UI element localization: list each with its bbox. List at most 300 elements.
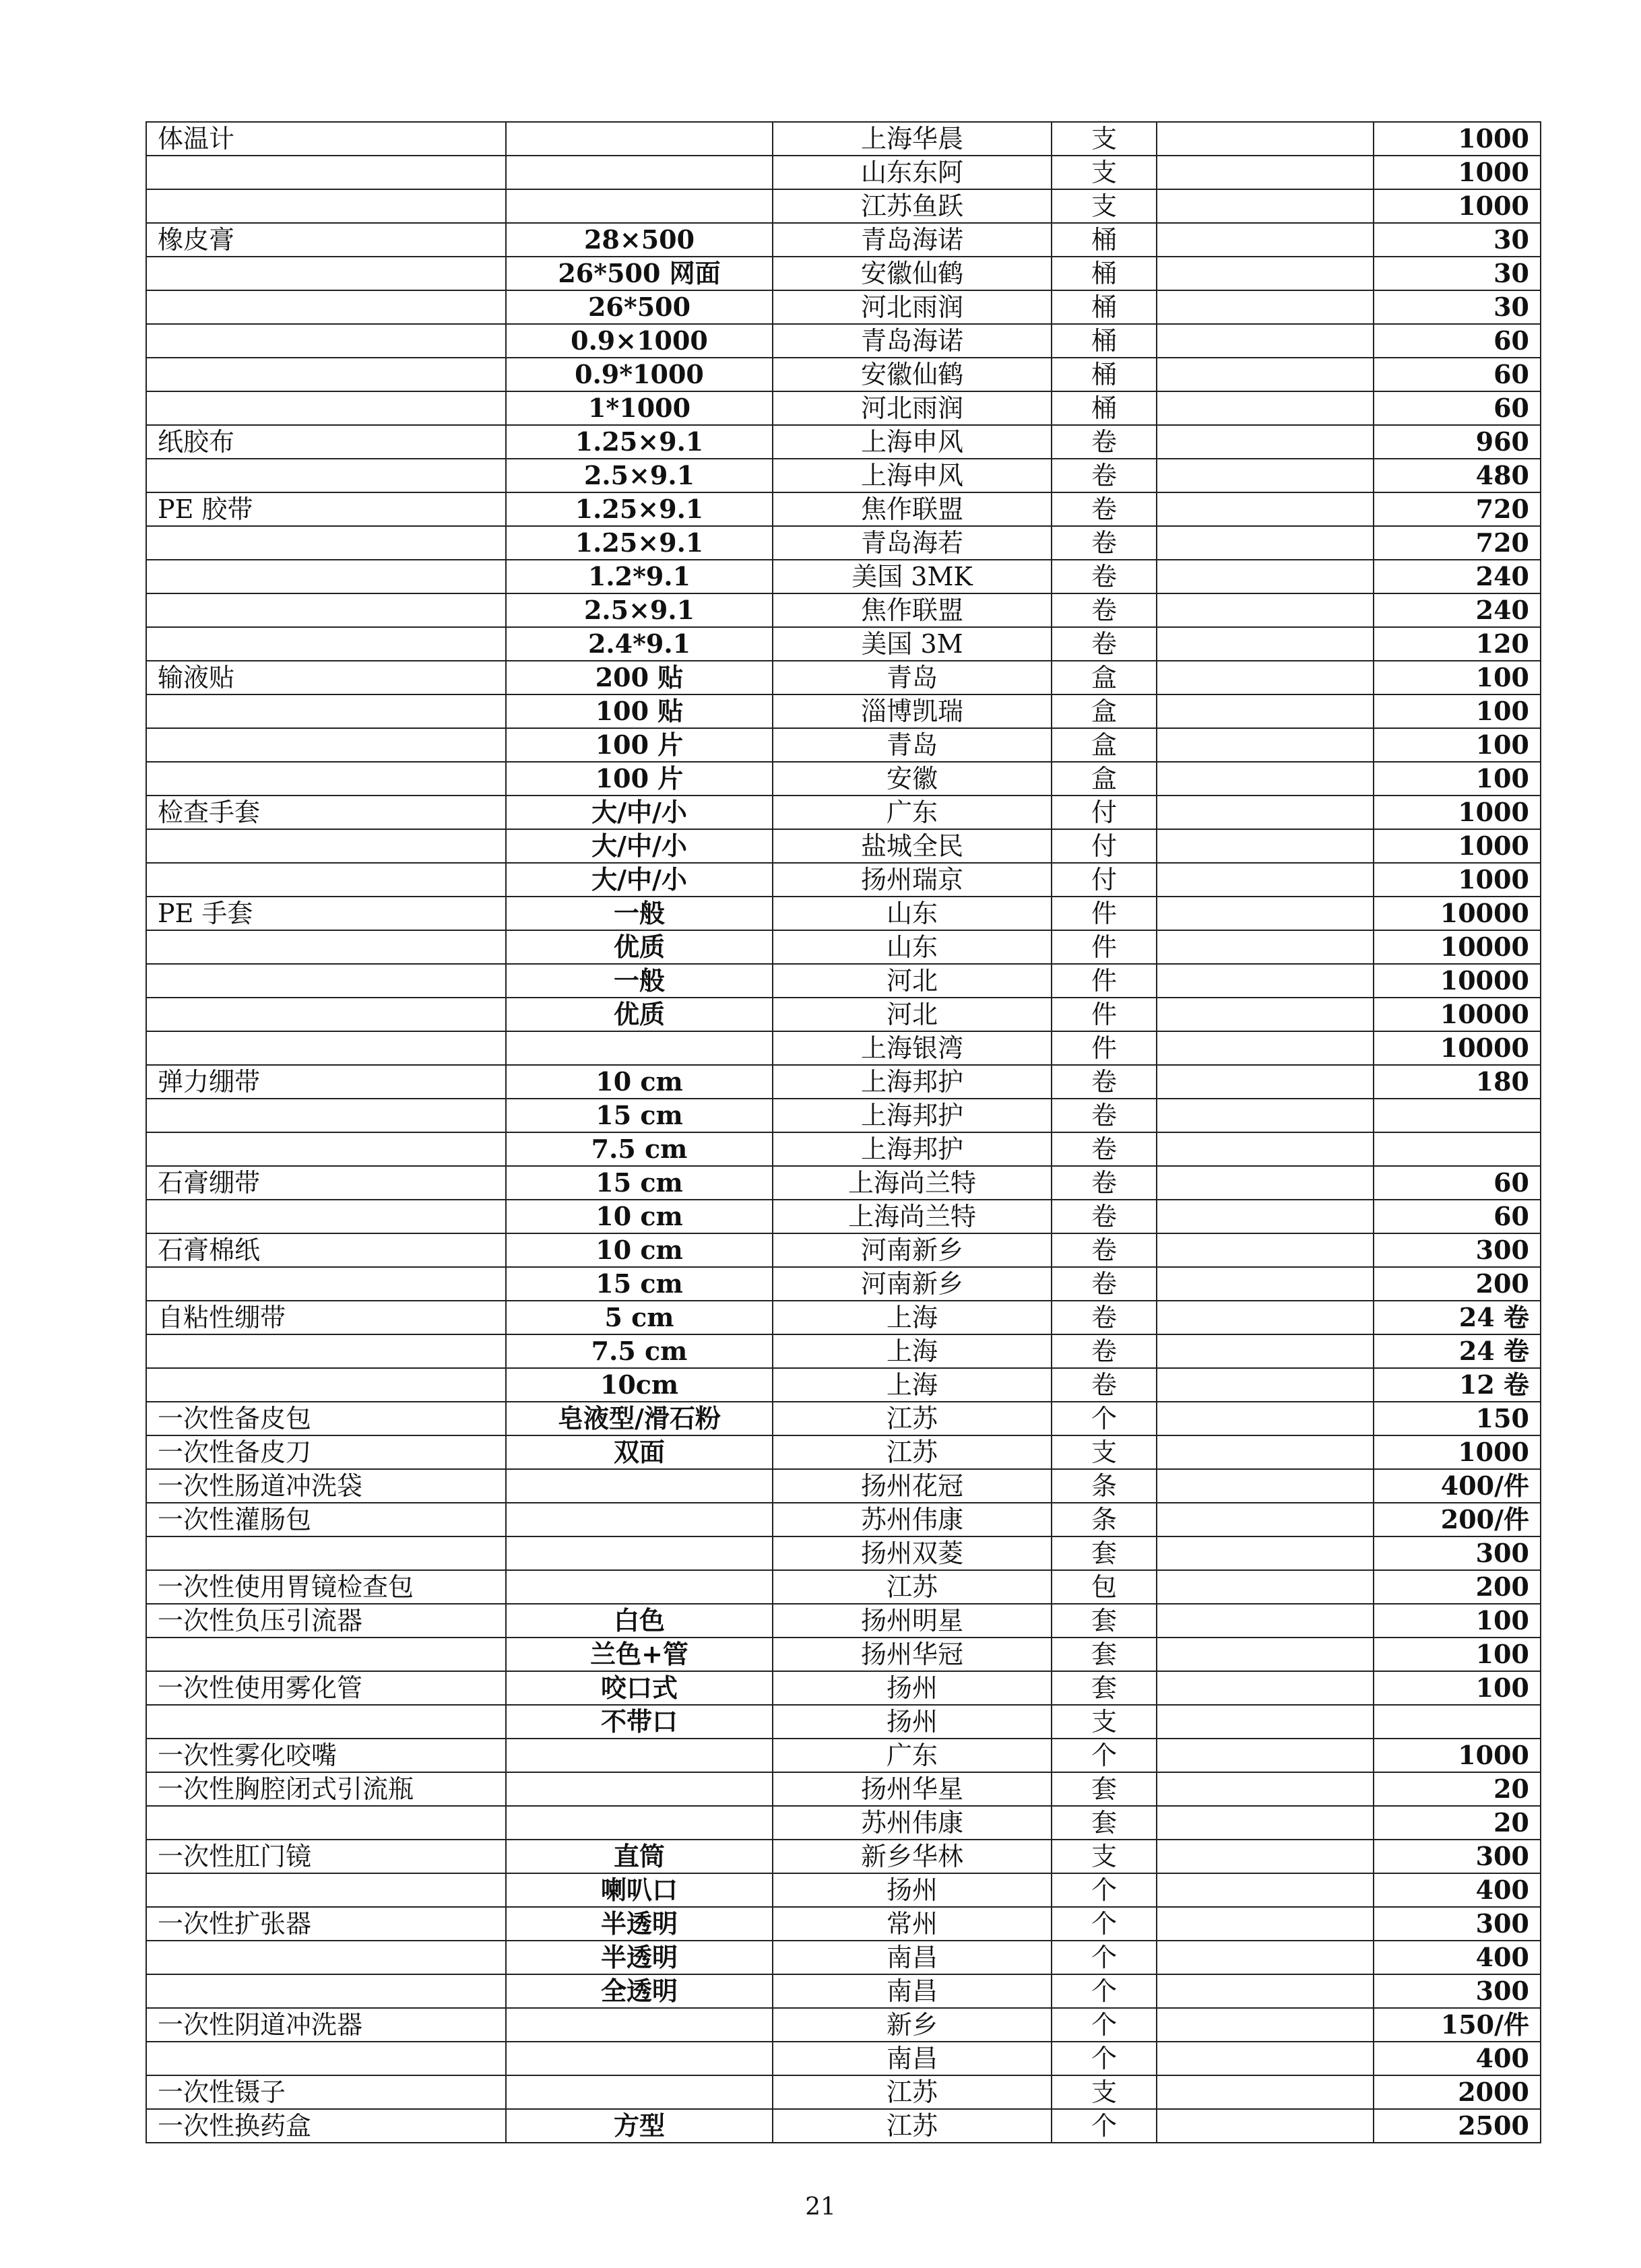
spec-cell	[506, 1503, 773, 1536]
product-name-cell	[146, 2042, 506, 2075]
table-row	[146, 1368, 1541, 1402]
table-row	[146, 1233, 1541, 1267]
blank-cell	[1157, 1132, 1374, 1166]
blank-cell	[1157, 1974, 1374, 2008]
unit-cell: 卷	[1052, 1200, 1157, 1233]
blank-cell	[1157, 391, 1374, 425]
manufacturer-cell: 扬州瑞京	[773, 863, 1052, 897]
quantity-cell: 30	[1374, 257, 1541, 290]
spec-cell: 1.25×9.1	[506, 492, 773, 526]
spec-cell: 优质	[506, 930, 773, 964]
unit-cell: 个	[1052, 1402, 1157, 1435]
manufacturer-cell: 山东东阿	[773, 156, 1052, 189]
table-row	[146, 1974, 1541, 2008]
table-row	[146, 863, 1541, 897]
unit-cell: 套	[1052, 1806, 1157, 1840]
blank-cell	[1157, 728, 1374, 762]
manufacturer-cell: 扬州明星	[773, 1604, 1052, 1638]
spec-cell	[506, 1031, 773, 1065]
manufacturer-cell: 扬州华星	[773, 1772, 1052, 1806]
blank-cell	[1157, 459, 1374, 492]
spec-cell: 200 贴	[506, 661, 773, 694]
quantity-cell: 200	[1374, 1570, 1541, 1604]
unit-cell: 个	[1052, 1907, 1157, 1941]
product-table	[146, 121, 1541, 2143]
product-name-cell: 一次性镊子	[146, 2075, 506, 2109]
blank-cell	[1157, 1469, 1374, 1503]
product-name-cell	[146, 156, 506, 189]
product-name-cell: 石膏绷带	[146, 1166, 506, 1200]
blank-cell	[1157, 1941, 1374, 1974]
manufacturer-cell: 安徽仙鹤	[773, 257, 1052, 290]
quantity-cell: 30	[1374, 223, 1541, 257]
blank-cell	[1157, 2075, 1374, 2109]
product-name-cell	[146, 391, 506, 425]
spec-cell: 咬口式	[506, 1671, 773, 1705]
manufacturer-cell: 河北雨润	[773, 290, 1052, 324]
product-name-cell	[146, 526, 506, 560]
manufacturer-cell: 扬州	[773, 1873, 1052, 1907]
product-name-cell	[146, 324, 506, 358]
quantity-cell: 1000	[1374, 156, 1541, 189]
quantity-cell	[1374, 1099, 1541, 1132]
unit-cell: 支	[1052, 122, 1157, 156]
spec-cell: 一般	[506, 897, 773, 930]
unit-cell: 卷	[1052, 560, 1157, 593]
blank-cell	[1157, 492, 1374, 526]
table-row	[146, 661, 1541, 694]
spec-cell: 100 片	[506, 762, 773, 796]
table-row	[146, 1334, 1541, 1368]
unit-cell: 卷	[1052, 526, 1157, 560]
product-name-cell	[146, 1200, 506, 1233]
blank-cell	[1157, 1604, 1374, 1638]
manufacturer-cell: 上海申风	[773, 425, 1052, 459]
spec-cell: 1.25×9.1	[506, 526, 773, 560]
unit-cell: 件	[1052, 897, 1157, 930]
table-row	[146, 2075, 1541, 2109]
table-row	[146, 1435, 1541, 1469]
table-row	[146, 391, 1541, 425]
blank-cell	[1157, 1772, 1374, 1806]
spec-cell: 大/中/小	[506, 796, 773, 829]
unit-cell: 件	[1052, 964, 1157, 998]
quantity-cell: 100	[1374, 762, 1541, 796]
table-row	[146, 290, 1541, 324]
manufacturer-cell: 青岛海诺	[773, 324, 1052, 358]
blank-cell	[1157, 1739, 1374, 1772]
table-row	[146, 1099, 1541, 1132]
manufacturer-cell: 南昌	[773, 1941, 1052, 1974]
quantity-cell	[1374, 1705, 1541, 1739]
unit-cell: 条	[1052, 1503, 1157, 1536]
blank-cell	[1157, 1536, 1374, 1570]
product-name-cell	[146, 998, 506, 1031]
quantity-cell: 300	[1374, 1840, 1541, 1873]
blank-cell	[1157, 829, 1374, 863]
manufacturer-cell: 苏州伟康	[773, 1503, 1052, 1536]
quantity-cell: 100	[1374, 1671, 1541, 1705]
manufacturer-cell: 江苏	[773, 1435, 1052, 1469]
product-name-cell: 一次性使用胃镜检查包	[146, 1570, 506, 1604]
quantity-cell: 10000	[1374, 897, 1541, 930]
table-row	[146, 829, 1541, 863]
table-row	[146, 593, 1541, 627]
table-row	[146, 897, 1541, 930]
manufacturer-cell: 美国 3MK	[773, 560, 1052, 593]
blank-cell	[1157, 156, 1374, 189]
quantity-cell: 400	[1374, 1873, 1541, 1907]
blank-cell	[1157, 257, 1374, 290]
product-name-cell	[146, 829, 506, 863]
blank-cell	[1157, 189, 1374, 223]
spec-cell	[506, 156, 773, 189]
unit-cell: 桶	[1052, 223, 1157, 257]
spec-cell	[506, 2008, 773, 2042]
unit-cell: 桶	[1052, 391, 1157, 425]
product-name-cell	[146, 290, 506, 324]
table-row	[146, 1739, 1541, 1772]
blank-cell	[1157, 1638, 1374, 1671]
manufacturer-cell: 广东	[773, 796, 1052, 829]
manufacturer-cell: 新乡	[773, 2008, 1052, 2042]
table-row	[146, 1570, 1541, 1604]
spec-cell: 15 cm	[506, 1099, 773, 1132]
table-row	[146, 122, 1541, 156]
blank-cell	[1157, 425, 1374, 459]
product-name-cell	[146, 189, 506, 223]
manufacturer-cell: 河南新乡	[773, 1233, 1052, 1267]
product-name-cell: 自粘性绷带	[146, 1301, 506, 1334]
blank-cell	[1157, 1368, 1374, 1402]
product-name-cell: 一次性使用雾化管	[146, 1671, 506, 1705]
spec-cell: 0.9×1000	[506, 324, 773, 358]
manufacturer-cell: 扬州	[773, 1671, 1052, 1705]
product-name-cell	[146, 1974, 506, 2008]
product-name-cell	[146, 728, 506, 762]
product-name-cell: 橡皮膏	[146, 223, 506, 257]
quantity-cell: 60	[1374, 324, 1541, 358]
blank-cell	[1157, 1099, 1374, 1132]
table-row	[146, 257, 1541, 290]
product-name-cell: 一次性扩张器	[146, 1907, 506, 1941]
table-row	[146, 1941, 1541, 1974]
blank-cell	[1157, 1200, 1374, 1233]
product-name-cell	[146, 1873, 506, 1907]
spec-cell: 1.25×9.1	[506, 425, 773, 459]
spec-cell	[506, 122, 773, 156]
manufacturer-cell: 上海尚兰特	[773, 1166, 1052, 1200]
quantity-cell: 10000	[1374, 964, 1541, 998]
quantity-cell: 24 卷	[1374, 1301, 1541, 1334]
quantity-cell: 180	[1374, 1065, 1541, 1099]
manufacturer-cell: 苏州伟康	[773, 1806, 1052, 1840]
quantity-cell: 100	[1374, 1638, 1541, 1671]
unit-cell: 卷	[1052, 459, 1157, 492]
spec-cell: 直筒	[506, 1840, 773, 1873]
spec-cell: 7.5 cm	[506, 1334, 773, 1368]
spec-cell: 不带口	[506, 1705, 773, 1739]
unit-cell: 卷	[1052, 627, 1157, 661]
table-row	[146, 930, 1541, 964]
product-name-cell: 石膏棉纸	[146, 1233, 506, 1267]
manufacturer-cell: 淄博凯瑞	[773, 694, 1052, 728]
table-row	[146, 1267, 1541, 1301]
quantity-cell: 400	[1374, 1941, 1541, 1974]
quantity-cell: 400	[1374, 2042, 1541, 2075]
spec-cell	[506, 189, 773, 223]
product-name-cell: PE 手套	[146, 897, 506, 930]
spec-cell: 1.2*9.1	[506, 560, 773, 593]
product-name-cell	[146, 1368, 506, 1402]
spec-cell: 10cm	[506, 1368, 773, 1402]
blank-cell	[1157, 1671, 1374, 1705]
blank-cell	[1157, 1705, 1374, 1739]
unit-cell: 个	[1052, 1739, 1157, 1772]
product-name-cell: PE 胶带	[146, 492, 506, 526]
unit-cell: 支	[1052, 1705, 1157, 1739]
quantity-cell: 60	[1374, 1166, 1541, 1200]
quantity-cell: 60	[1374, 391, 1541, 425]
quantity-cell: 240	[1374, 593, 1541, 627]
manufacturer-cell: 广东	[773, 1739, 1052, 1772]
manufacturer-cell: 扬州	[773, 1705, 1052, 1739]
product-name-cell	[146, 257, 506, 290]
quantity-cell: 150	[1374, 1402, 1541, 1435]
unit-cell: 卷	[1052, 1166, 1157, 1200]
product-name-cell: 体温计	[146, 122, 506, 156]
quantity-cell: 400/件	[1374, 1469, 1541, 1503]
spec-cell: 10 cm	[506, 1233, 773, 1267]
unit-cell: 付	[1052, 863, 1157, 897]
manufacturer-cell: 上海邦护	[773, 1099, 1052, 1132]
table-row	[146, 762, 1541, 796]
unit-cell: 卷	[1052, 1334, 1157, 1368]
blank-cell	[1157, 796, 1374, 829]
product-name-cell	[146, 694, 506, 728]
manufacturer-cell: 河南新乡	[773, 1267, 1052, 1301]
table-row	[146, 1503, 1541, 1536]
spec-cell: 15 cm	[506, 1267, 773, 1301]
unit-cell: 条	[1052, 1469, 1157, 1503]
unit-cell: 卷	[1052, 492, 1157, 526]
product-name-cell: 纸胶布	[146, 425, 506, 459]
unit-cell: 套	[1052, 1604, 1157, 1638]
blank-cell	[1157, 930, 1374, 964]
blank-cell	[1157, 526, 1374, 560]
blank-cell	[1157, 1435, 1374, 1469]
unit-cell: 桶	[1052, 358, 1157, 391]
product-name-cell: 一次性阴道冲洗器	[146, 2008, 506, 2042]
table-row	[146, 358, 1541, 391]
manufacturer-cell: 扬州花冠	[773, 1469, 1052, 1503]
spec-cell: 5 cm	[506, 1301, 773, 1334]
quantity-cell: 200/件	[1374, 1503, 1541, 1536]
table-row	[146, 1065, 1541, 1099]
spec-cell: 100 贴	[506, 694, 773, 728]
quantity-cell: 20	[1374, 1806, 1541, 1840]
product-name-cell: 输液贴	[146, 661, 506, 694]
manufacturer-cell: 江苏鱼跃	[773, 189, 1052, 223]
manufacturer-cell: 南昌	[773, 1974, 1052, 2008]
quantity-cell: 1000	[1374, 189, 1541, 223]
blank-cell	[1157, 2109, 1374, 2143]
spec-cell: 0.9*1000	[506, 358, 773, 391]
unit-cell: 卷	[1052, 425, 1157, 459]
unit-cell: 套	[1052, 1638, 1157, 1671]
spec-cell	[506, 1469, 773, 1503]
quantity-cell: 1000	[1374, 122, 1541, 156]
table-row	[146, 1469, 1541, 1503]
quantity-cell: 120	[1374, 627, 1541, 661]
unit-cell: 个	[1052, 1873, 1157, 1907]
table-row	[146, 1705, 1541, 1739]
spec-cell: 方型	[506, 2109, 773, 2143]
blank-cell	[1157, 1267, 1374, 1301]
spec-cell: 28×500	[506, 223, 773, 257]
product-name-cell: 一次性肛门镜	[146, 1840, 506, 1873]
table-row	[146, 1402, 1541, 1435]
product-name-cell	[146, 358, 506, 391]
unit-cell: 卷	[1052, 1301, 1157, 1334]
unit-cell: 卷	[1052, 1267, 1157, 1301]
unit-cell: 支	[1052, 2075, 1157, 2109]
manufacturer-cell: 上海邦护	[773, 1132, 1052, 1166]
unit-cell: 件	[1052, 930, 1157, 964]
spec-cell: 全透明	[506, 1974, 773, 2008]
product-name-cell	[146, 1267, 506, 1301]
table-row	[146, 998, 1541, 1031]
table-row	[146, 1536, 1541, 1570]
spec-cell	[506, 1570, 773, 1604]
blank-cell	[1157, 2008, 1374, 2042]
manufacturer-cell: 上海	[773, 1301, 1052, 1334]
blank-cell	[1157, 1031, 1374, 1065]
product-name-cell	[146, 1031, 506, 1065]
spec-cell: 双面	[506, 1435, 773, 1469]
table-row	[146, 627, 1541, 661]
unit-cell: 盒	[1052, 728, 1157, 762]
table-row	[146, 459, 1541, 492]
manufacturer-cell: 上海华晨	[773, 122, 1052, 156]
table-row	[146, 1301, 1541, 1334]
unit-cell: 桶	[1052, 257, 1157, 290]
product-name-cell	[146, 1806, 506, 1840]
product-table-body	[146, 122, 1541, 2143]
spec-cell: 26*500	[506, 290, 773, 324]
spec-cell: 喇叭口	[506, 1873, 773, 1907]
unit-cell: 盒	[1052, 694, 1157, 728]
unit-cell: 件	[1052, 1031, 1157, 1065]
quantity-cell: 30	[1374, 290, 1541, 324]
unit-cell: 支	[1052, 189, 1157, 223]
quantity-cell: 720	[1374, 492, 1541, 526]
blank-cell	[1157, 560, 1374, 593]
product-name-cell	[146, 1638, 506, 1671]
quantity-cell: 10000	[1374, 930, 1541, 964]
unit-cell: 支	[1052, 1435, 1157, 1469]
manufacturer-cell: 安徽仙鹤	[773, 358, 1052, 391]
table-row	[146, 324, 1541, 358]
manufacturer-cell: 上海银湾	[773, 1031, 1052, 1065]
table-row	[146, 425, 1541, 459]
quantity-cell: 720	[1374, 526, 1541, 560]
product-name-cell	[146, 593, 506, 627]
product-name-cell: 一次性胸腔闭式引流瓶	[146, 1772, 506, 1806]
product-name-cell: 一次性负压引流器	[146, 1604, 506, 1638]
manufacturer-cell: 江苏	[773, 2109, 1052, 2143]
unit-cell: 卷	[1052, 593, 1157, 627]
blank-cell	[1157, 762, 1374, 796]
blank-cell	[1157, 627, 1374, 661]
unit-cell: 套	[1052, 1671, 1157, 1705]
manufacturer-cell: 上海	[773, 1368, 1052, 1402]
quantity-cell: 300	[1374, 1233, 1541, 1267]
unit-cell: 件	[1052, 998, 1157, 1031]
blank-cell	[1157, 998, 1374, 1031]
quantity-cell: 2000	[1374, 2075, 1541, 2109]
unit-cell: 个	[1052, 2008, 1157, 2042]
table-row	[146, 1638, 1541, 1671]
quantity-cell: 300	[1374, 1536, 1541, 1570]
quantity-cell: 60	[1374, 1200, 1541, 1233]
blank-cell	[1157, 964, 1374, 998]
product-name-cell	[146, 1536, 506, 1570]
product-name-cell	[146, 930, 506, 964]
blank-cell	[1157, 122, 1374, 156]
unit-cell: 卷	[1052, 1233, 1157, 1267]
table-row	[146, 1907, 1541, 1941]
table-row	[146, 1671, 1541, 1705]
product-name-cell: 一次性雾化咬嘴	[146, 1739, 506, 1772]
blank-cell	[1157, 358, 1374, 391]
blank-cell	[1157, 1806, 1374, 1840]
blank-cell	[1157, 661, 1374, 694]
unit-cell: 支	[1052, 1840, 1157, 1873]
unit-cell: 桶	[1052, 290, 1157, 324]
unit-cell: 卷	[1052, 1099, 1157, 1132]
blank-cell	[1157, 897, 1374, 930]
manufacturer-cell: 扬州华冠	[773, 1638, 1052, 1671]
product-name-cell	[146, 627, 506, 661]
product-name-cell: 一次性灌肠包	[146, 1503, 506, 1536]
manufacturer-cell: 安徽	[773, 762, 1052, 796]
unit-cell: 盒	[1052, 661, 1157, 694]
spec-cell: 半透明	[506, 1907, 773, 1941]
product-name-cell	[146, 1705, 506, 1739]
unit-cell: 支	[1052, 156, 1157, 189]
table-row	[146, 492, 1541, 526]
manufacturer-cell: 河北	[773, 964, 1052, 998]
unit-cell: 卷	[1052, 1368, 1157, 1402]
blank-cell	[1157, 223, 1374, 257]
blank-cell	[1157, 1907, 1374, 1941]
blank-cell	[1157, 863, 1374, 897]
table-row	[146, 964, 1541, 998]
table-row	[146, 2008, 1541, 2042]
product-name-cell	[146, 863, 506, 897]
unit-cell: 桶	[1052, 324, 1157, 358]
spec-cell: 2.5×9.1	[506, 459, 773, 492]
quantity-cell: 1000	[1374, 1435, 1541, 1469]
quantity-cell: 20	[1374, 1772, 1541, 1806]
spec-cell: 大/中/小	[506, 863, 773, 897]
manufacturer-cell: 南昌	[773, 2042, 1052, 2075]
spec-cell: 15 cm	[506, 1166, 773, 1200]
table-row	[146, 1604, 1541, 1638]
product-name-cell	[146, 1941, 506, 1974]
manufacturer-cell: 河北	[773, 998, 1052, 1031]
